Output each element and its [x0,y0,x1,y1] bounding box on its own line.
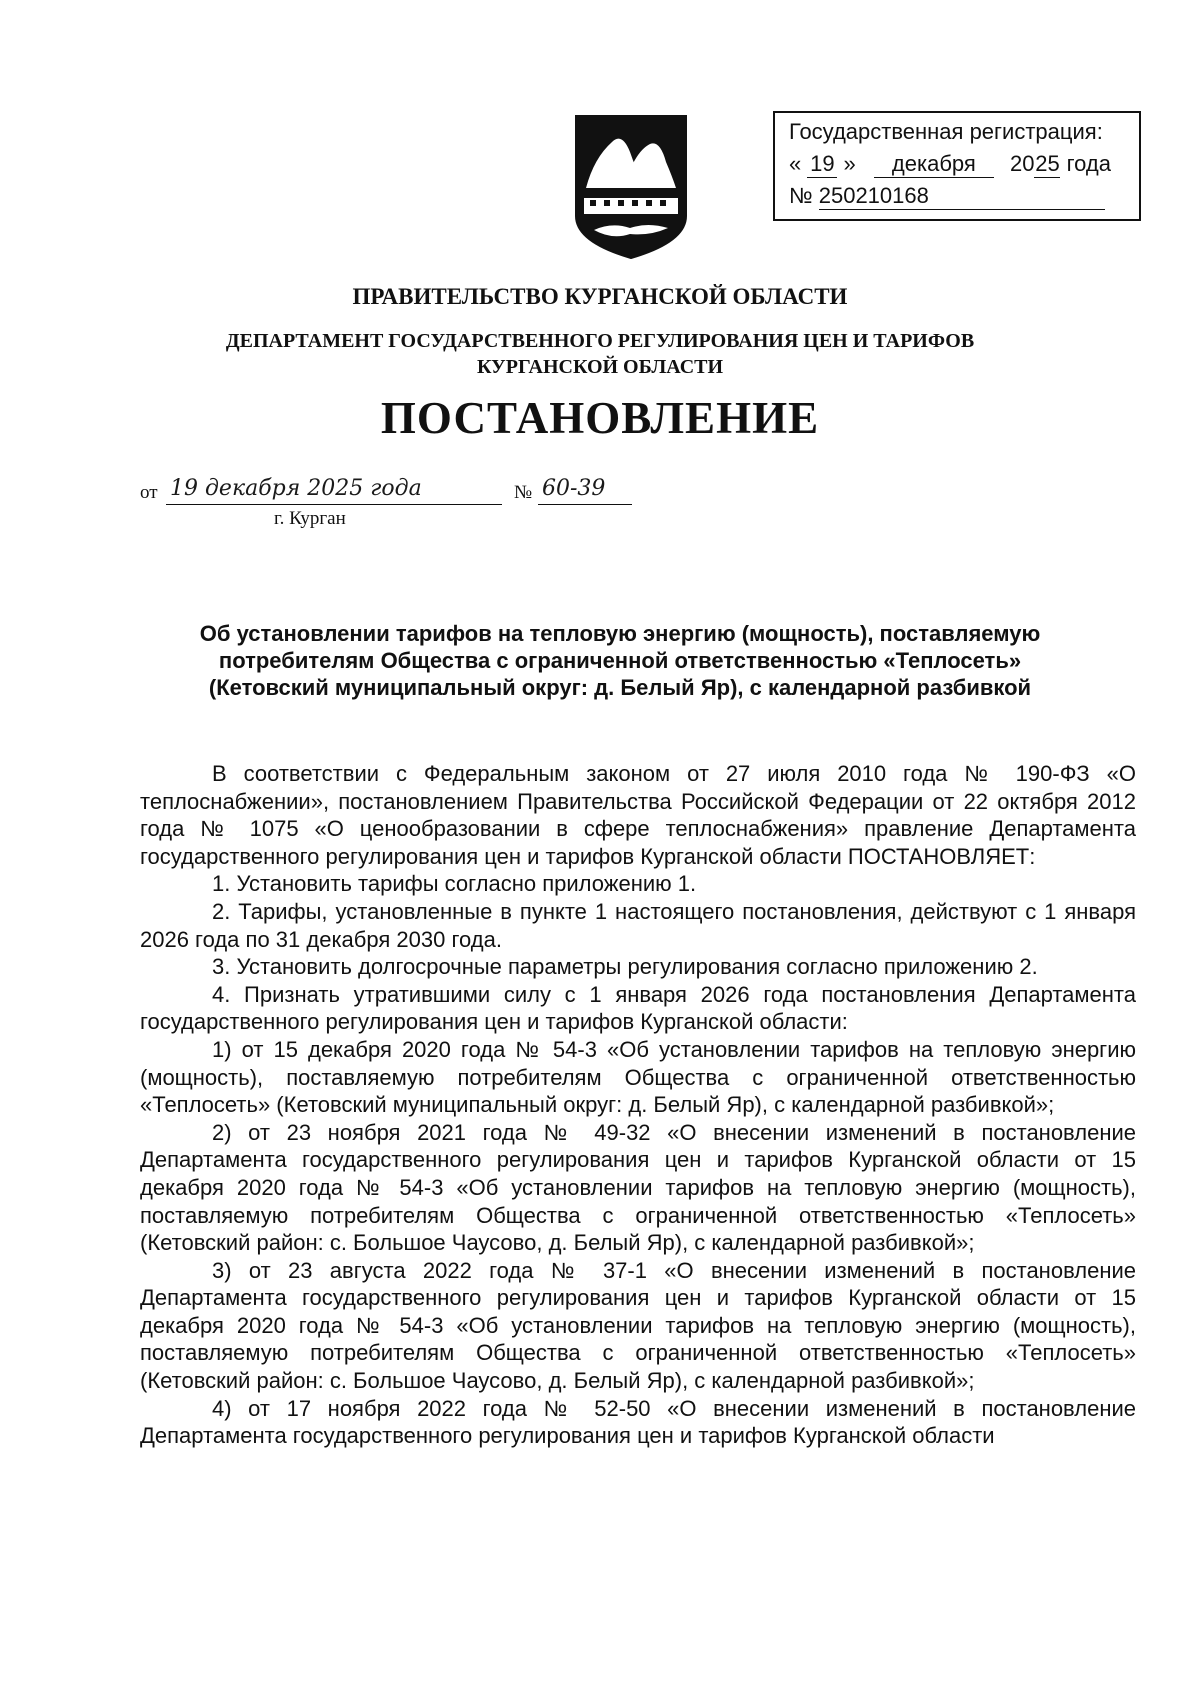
registration-number-row [789,179,1105,213]
registration-open-quote: « [789,151,802,176]
body-item-3: 3. Установить долгосрочные параметры регулирования согласно приложению 2. [212,954,1038,980]
body-subitem-2: 2) от 23 ноября 2021 года № 49-32 «О внесении изменений в постановление Департамента государственного регулирования цен и тарифов Курганской области от 15 декабря 2020 года № 54-3 «Об установлении тарифов на тепловую энергию (мощность), поставляемую потребителям Общества с ограниченной ответственностью «Теплосеть» (Кетовский район: с. Большое Чаусово, д. Белый Яр), с календарной разбивкой»; [140,1119,1136,1256]
date-from-label: от [140,482,158,503]
registration-number-label: № [789,183,813,208]
handwritten-date: 19 декабря 2025 года [170,476,422,501]
department-title-line1: ДЕПАРТАМЕНТ ГОСУДАРСТВЕННОГО РЕГУЛИРОВАНИЯ ЦЕН И ТАРИФОВ [225,330,975,352]
registration-month: декабря [874,151,994,178]
coat-of-arms-emblem [572,112,690,262]
number-underline [538,504,632,505]
subject-line2: потребителям Общества с ограниченной ответственностью «Теплосеть» [218,648,1022,673]
department-title [0,328,1200,380]
registration-year-suffix: 25 [1035,151,1060,176]
body-subitem-4: 4) от 17 ноября 2022 года № 52-50 «О внесении изменений в постановление Департамента государственного регулирования цен и тарифов Курганской области [140,1395,1136,1449]
body-subitem-1: 1) от 15 декабря 2020 года № 54-3 «Об установлении тарифов на тепловую энергию (мощность), поставляемую потребителям Общества с ограниченной ответственностью «Теплосеть» (Кетовский муниципальный округ: д. Белый Яр), с календарной разбивкой»; [140,1036,1136,1118]
decree-subject [150,620,1090,701]
body-item-1: 1. Установить тарифы согласно приложению 1. [212,871,697,897]
subject-line1: Об установлении тарифов на тепловую энергию (мощность), поставляемую [199,621,1041,646]
registration-stamp [773,111,1141,221]
government-title: ПРАВИТЕЛЬСТВО КУРГАНСКОЙ ОБЛАСТИ [352,284,848,309]
decree-dateline [140,478,660,538]
decree-body [140,760,1136,1450]
body-intro-paragraph: В соответствии с Федеральным законом от 27 июля 2010 года № 190-ФЗ «О теплоснабжении», постановлением Правительства Российской Федерации от 22 октября 2012 года № 1075 «О ценообразовании в сфере теплоснабжения» правление Департамента государственного регулирования цен и тарифов Курганской области ПОСТАНОВЛЯЕТ: [140,761,1136,869]
registration-year-word: года [1066,151,1111,176]
decree-number-label: № [514,482,533,503]
handwritten-decree-number: 60-39 [542,476,606,501]
body-item-4: 4. Признать утратившими силу с 1 января 2026 года постановления Департамента государственного регулирования цен и тарифов Курганской области: [140,981,1136,1035]
registration-year-prefix: 20 [1010,151,1035,176]
registration-day: 19 [807,151,837,178]
department-title-line2: КУРГАНСКОЙ ОБЛАСТИ [476,356,724,378]
registration-close-quote: » [843,151,856,176]
date-underline [166,504,502,505]
registration-label: Государственная регистрация: [789,119,1103,144]
registration-number: 250210168 [819,183,1105,210]
subject-line3: (Кетовский муниципальный округ: д. Белый Яр), с календарной разбивкой [208,675,1032,700]
body-item-2: 2. Тарифы, установленные в пункте 1 настоящего постановления, действуют с 1 января 2026 года по 31 декабря 2030 года. [140,898,1136,952]
city-label: г. Курган [274,508,346,529]
document-type-title: ПОСТАНОВЛЕНИЕ [380,393,820,443]
registration-date [789,147,1111,181]
body-subitem-3: 3) от 23 августа 2022 года № 37-1 «О внесении изменений в постановление Департамента государственного регулирования цен и тарифов Курганской области от 15 декабря 2020 года № 54-3 «Об установлении тарифов на тепловую энергию (мощность), поставляемую потребителям Общества с ограниченной ответственностью «Теплосеть» (Кетовский район: с. Большое Чаусово, д. Белый Яр), с календарной разбивкой»; [140,1257,1136,1394]
